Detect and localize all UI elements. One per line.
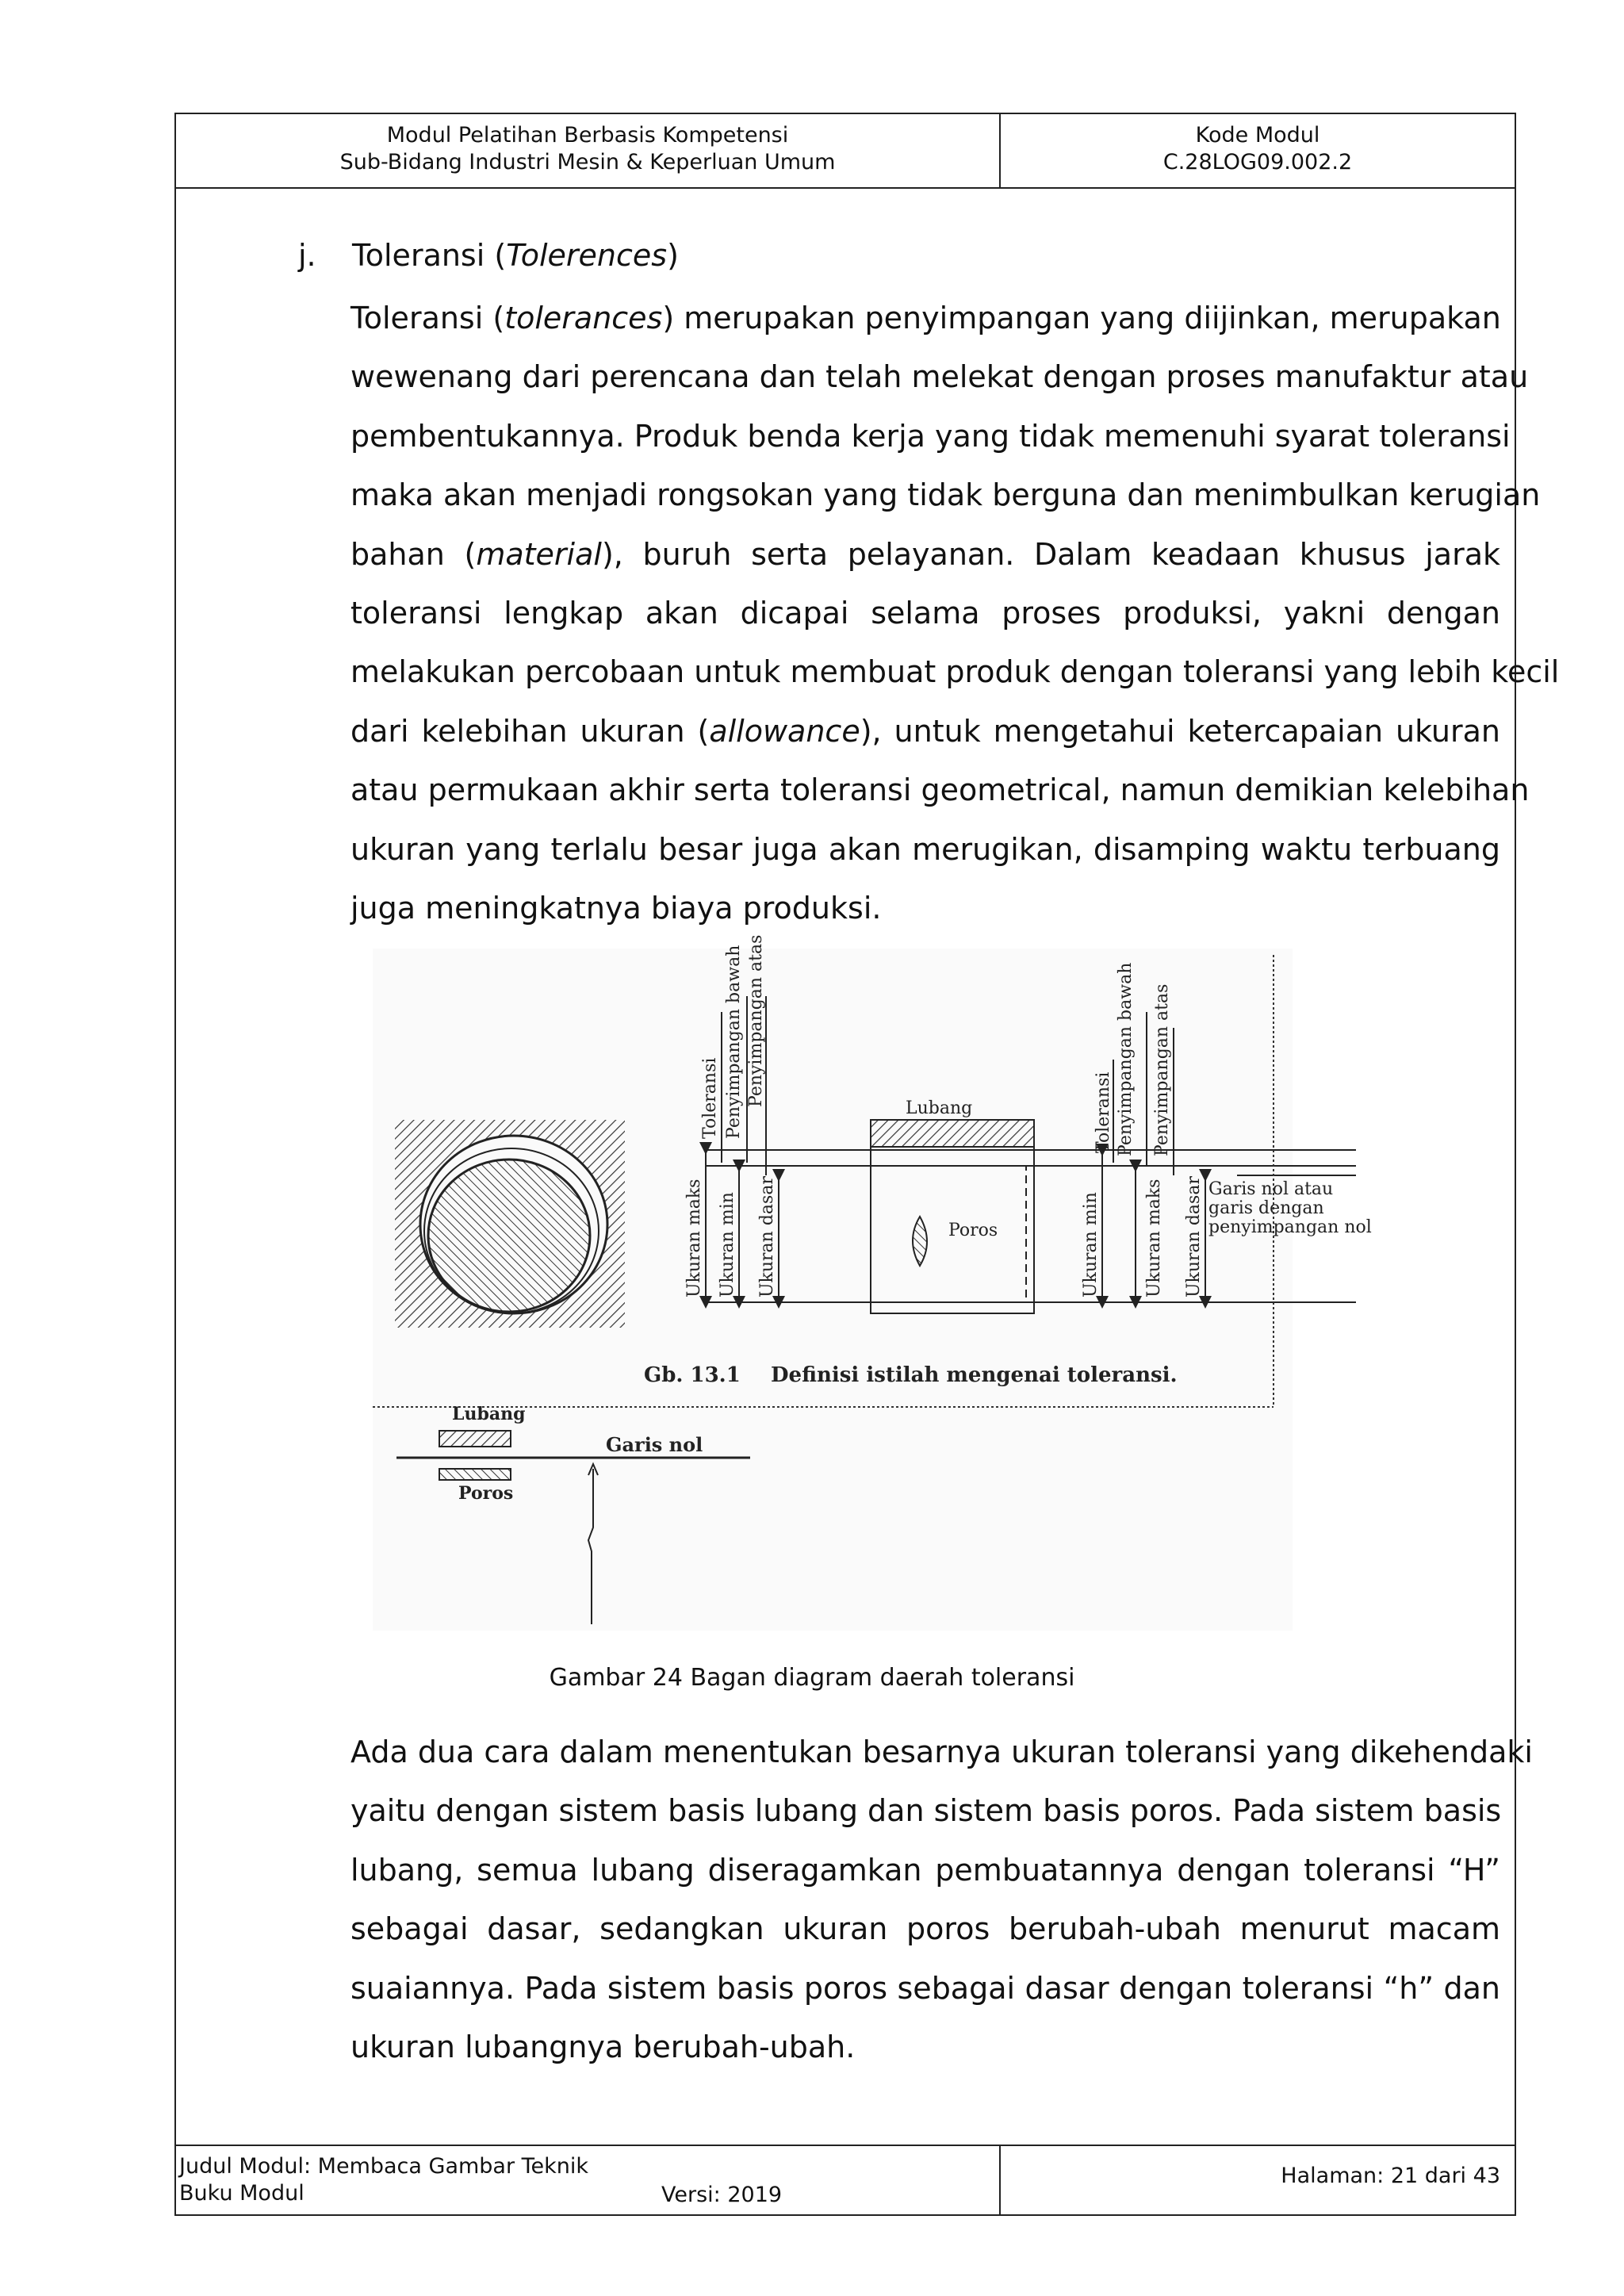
label-ukuran-maks-left: Ukuran maks xyxy=(684,1179,704,1297)
legend-garis-nol-label: Garis nol xyxy=(606,1433,703,1456)
header-module-code xyxy=(1001,114,1515,187)
hole-section-drawing xyxy=(395,1120,625,1328)
paragraph-line: Ada dua cara dalam menentukan besarnya ukuran toleransi yang dikehendaki xyxy=(350,1734,1533,1769)
label-ukuran-maks-right: Ukuran maks xyxy=(1144,1179,1164,1297)
label-ukuran-min-right: Ukuran min xyxy=(1081,1192,1101,1297)
header-code-label: Kode Modul xyxy=(1195,123,1320,148)
tolerance-figure xyxy=(373,934,1372,1631)
legend-lubang-label: Lubang xyxy=(452,1404,526,1424)
paragraph-line: yaitu dengan sistem basis lubang dan sistem basis poros. Pada sistem basis xyxy=(350,1793,1502,1829)
paragraph-definition xyxy=(350,289,1560,937)
label-toleransi-right: Toleransi xyxy=(1094,1071,1113,1153)
page-header xyxy=(176,114,1515,189)
label-toleransi-left: Toleransi xyxy=(700,1057,720,1139)
paragraph-line: sebagai dasar, sedangkan ukuran poros berubah-ubah menurut macam xyxy=(350,1911,1500,1947)
label-garis-nol-2: garis dengan xyxy=(1208,1198,1324,1218)
footer-module-title: Judul Modul: Membaca Gambar Teknik xyxy=(179,2154,589,2179)
footer-version: Versi: 2019 xyxy=(661,2183,783,2207)
section-title: Toleransi (Tolerences) xyxy=(352,238,679,273)
paragraph-line: toleransi lengkap akan dicapai selama proses produksi, yakni dengan xyxy=(350,595,1500,631)
paragraph-line: juga meningkatnya biaya produksi. xyxy=(350,890,882,926)
footer-book-label: Buku Modul xyxy=(179,2181,304,2206)
paragraph-line: suaiannya. Pada sistem basis poros sebagai dasar dengan toleransi “h” dan xyxy=(350,1970,1500,2006)
paragraph-line: maka akan menjadi rongsokan yang tidak berguna dan menimbulkan kerugian xyxy=(350,477,1541,513)
paragraph-line: lubang, semua lubang diseragamkan pembuatannya dengan toleransi “H” xyxy=(350,1852,1500,1888)
tolerance-diagram xyxy=(373,934,1372,1631)
label-penyimpangan-bawah-right: Penyimpangan bawah xyxy=(1116,962,1136,1156)
header-sub-field: Sub-Bidang Industri Mesin & Keperluan Umum xyxy=(339,150,836,174)
label-lubang: Lubang xyxy=(906,1098,973,1118)
label-penyimpangan-bawah-left: Penyimpangan bawah xyxy=(724,945,744,1139)
label-ukuran-dasar-left: Ukuran dasar xyxy=(757,1176,777,1297)
label-garis-nol-3: penyimpangan nol xyxy=(1208,1217,1372,1237)
legend-poros-label: Poros xyxy=(458,1483,514,1504)
label-penyimpangan-atas-left: Penyimpangan atas xyxy=(746,934,766,1107)
page-number: Halaman: 21 dari 43 xyxy=(1281,2164,1500,2188)
paragraph-line: dari kelebihan ukuran (allowance), untuk mengetahui ketercapaian ukuran xyxy=(350,713,1500,749)
paragraph-line: ukuran lubangnya berubah-ubah. xyxy=(350,2029,856,2064)
section-number: j. xyxy=(298,238,316,273)
footer-page-info xyxy=(1001,2146,1515,2214)
legend-diagram xyxy=(396,1404,750,1624)
paragraph-line: melakukan percobaan untuk membuat produk dengan toleransi yang lebih kecil xyxy=(350,654,1560,690)
header-module-info xyxy=(176,114,1001,187)
header-code-value: C.28LOG09.002.2 xyxy=(1162,150,1353,174)
paragraph-line: Toleransi (tolerances) merupakan penyimpangan yang diijinkan, merupakan xyxy=(350,301,1501,335)
paragraph-line: pembentukannya. Produk benda kerja yang tidak memenuhi syarat toleransi xyxy=(350,418,1511,454)
header-module-title: Modul Pelatihan Berbasis Kompetensi xyxy=(386,123,789,148)
label-poros: Poros xyxy=(948,1221,998,1240)
paragraph-line: wewenang dari perencana dan telah melekat dengan proses manufaktur atau xyxy=(350,359,1529,395)
paragraph-basis-systems xyxy=(350,1723,1533,2076)
paragraph-line: bahan (material), buruh serta pelayanan. Dalam keadaan khusus jarak xyxy=(350,536,1500,572)
label-garis-nol-1: Garis nol atau xyxy=(1208,1179,1334,1199)
inner-caption-text: Definisi istilah mengenai toleransi. xyxy=(771,1363,1178,1387)
inner-caption-number: Gb. 13.1 xyxy=(644,1363,741,1387)
page-footer xyxy=(176,2145,1515,2214)
paragraph-line: atau permukaan akhir serta toleransi geometrical, namun demikian kelebihan xyxy=(350,772,1530,808)
label-ukuran-min-left: Ukuran min xyxy=(718,1192,737,1297)
paragraph-line: ukuran yang terlalu besar juga akan merugikan, disamping waktu terbuang xyxy=(350,831,1500,867)
footer-module-info xyxy=(176,2146,1001,2214)
label-penyimpangan-atas-right: Penyimpangan atas xyxy=(1152,983,1172,1156)
figure-caption: Gambar 24 Bagan diagram daerah toleransi xyxy=(549,1664,1075,1692)
label-ukuran-dasar-right: Ukuran dasar xyxy=(1184,1176,1204,1297)
